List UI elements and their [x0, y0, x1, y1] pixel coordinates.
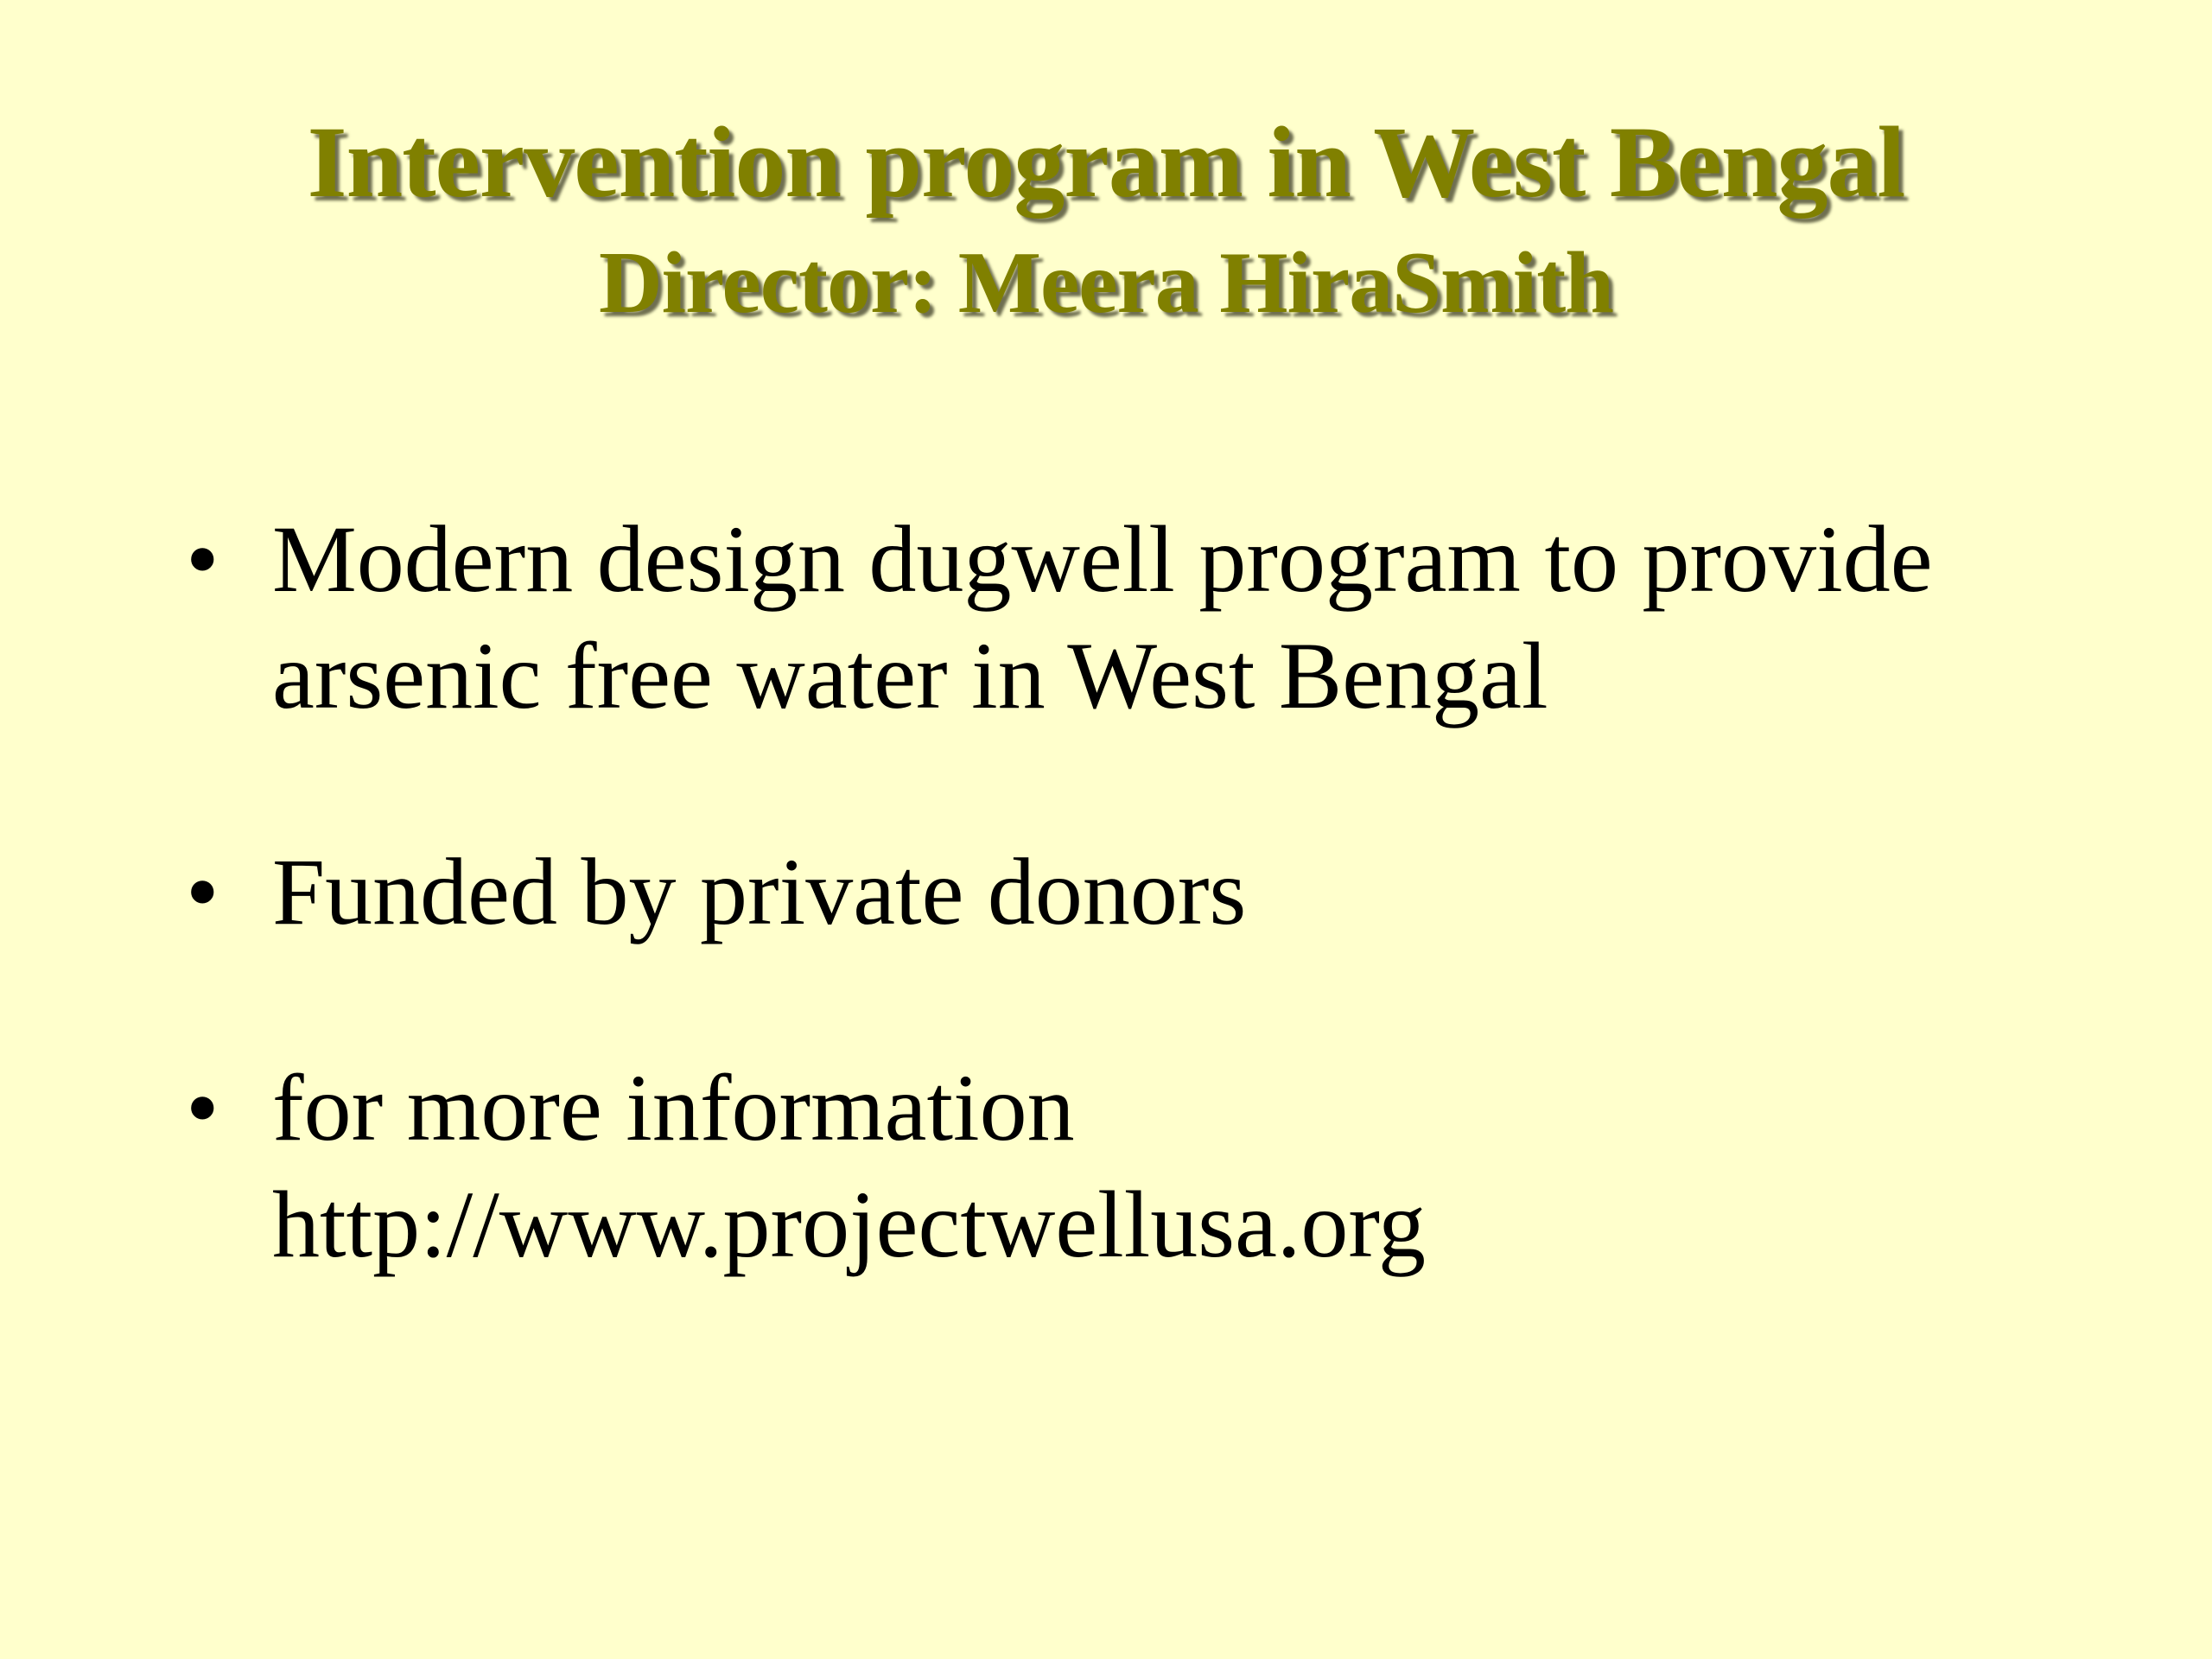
- bullet-item-funding: [186, 834, 2069, 950]
- slide-title: [0, 102, 2212, 344]
- bullet-icon: •: [186, 506, 219, 612]
- title-line-1: Intervention program in West Bengal: [307, 105, 1905, 219]
- bullet-item-more-information: [186, 1050, 2069, 1283]
- bullet-text-line: arsenic free water in West Bengal: [272, 623, 1548, 728]
- bullet-icon: •: [186, 1055, 219, 1160]
- website-link[interactable]: http://www.projectwellusa.org: [272, 1172, 1427, 1277]
- bullet-icon: •: [186, 839, 219, 944]
- bullet-text-line: Modern design dugwell program to provide: [272, 506, 1933, 612]
- title-line-2-director: Director: Meera HiraSmith: [599, 234, 1613, 332]
- bullet-text-line: Funded by private donors: [272, 839, 1247, 944]
- bullet-item-dugwell-program: [186, 501, 2069, 734]
- bullet-text-line: for more information: [272, 1055, 1075, 1160]
- bullet-list: [186, 501, 2069, 1283]
